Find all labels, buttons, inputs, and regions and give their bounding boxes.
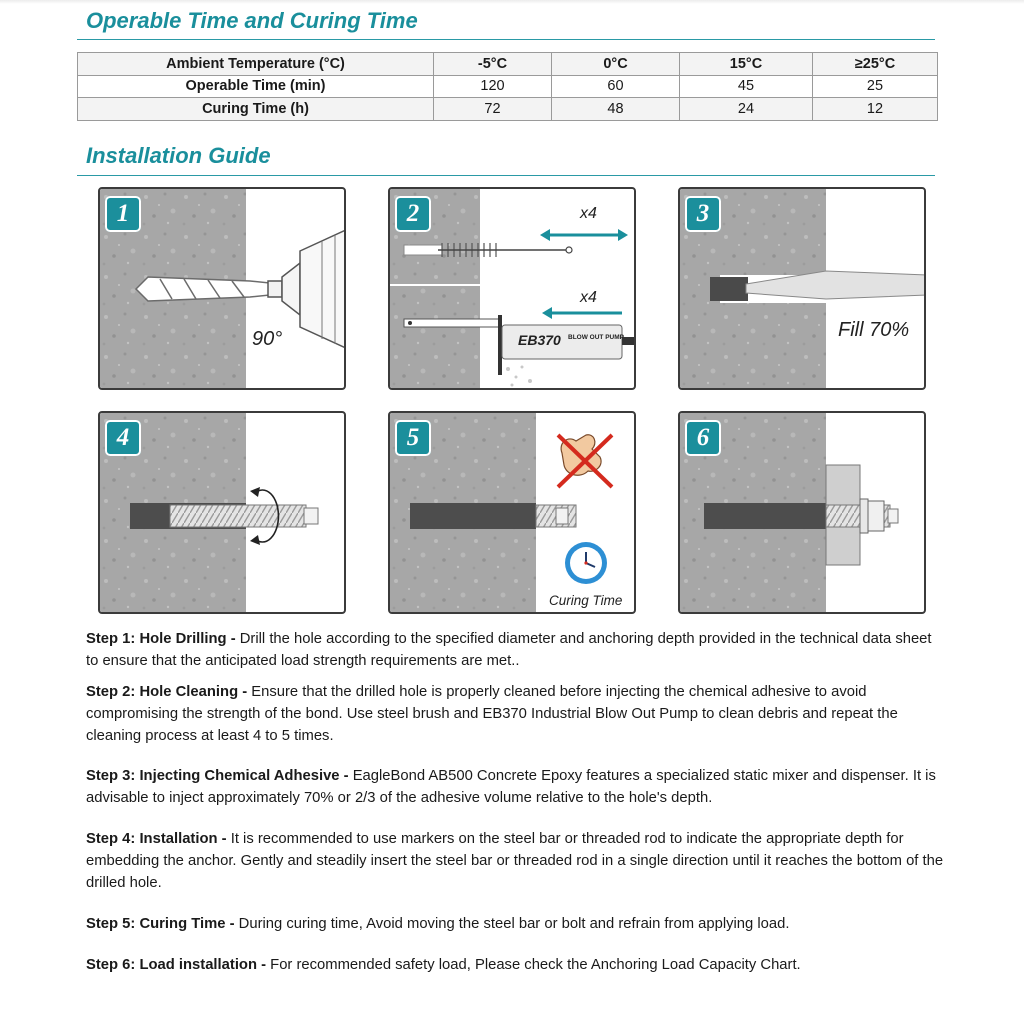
table-cell: 15°C bbox=[680, 53, 813, 76]
step-description bbox=[86, 765, 946, 809]
table-cell: -5°C bbox=[434, 53, 552, 76]
step-description bbox=[86, 681, 946, 747]
step-title: Step 4: Installation - bbox=[86, 831, 227, 847]
step-title: Step 6: Load installation - bbox=[86, 957, 267, 973]
step-title: Step 1: Hole Drilling - bbox=[86, 631, 236, 647]
table-cell: 12 bbox=[813, 98, 938, 121]
top-shadow-line bbox=[0, 0, 1024, 4]
step-panel-5 bbox=[388, 411, 636, 614]
step-number-badge: 5 bbox=[395, 420, 431, 456]
step-text: Drill the hole according to the specified diameter and anchoring depth provided in the technical data sheet to ensure that the anticipated load strength requirements are met.. bbox=[86, 631, 932, 669]
step-text: EagleBond AB500 Concrete Epoxy features a specialized static mixer and dispenser. It is advisable to inject approximately 70% or 2/3 of the adhesive volume relative to the hole's depth. bbox=[86, 768, 936, 806]
table-row bbox=[78, 53, 938, 76]
operable-section-title: Operable Time and Curing Time bbox=[86, 8, 418, 33]
row-label: Curing Time (h) bbox=[78, 98, 434, 121]
table-cell: 72 bbox=[434, 98, 552, 121]
step-title: Step 5: Curing Time - bbox=[86, 916, 235, 932]
step-number-badge: 1 bbox=[105, 196, 141, 232]
step-title: Step 3: Injecting Chemical Adhesive - bbox=[86, 768, 349, 784]
row-label: Ambient Temperature (°C) bbox=[78, 53, 434, 76]
clock-icon bbox=[565, 542, 607, 584]
repeat-count-bottom: x4 bbox=[580, 289, 597, 306]
table-row bbox=[78, 75, 938, 98]
step-description bbox=[86, 628, 946, 672]
table-cell: 60 bbox=[552, 75, 680, 98]
step-panel-6 bbox=[678, 411, 926, 614]
table-cell: 24 bbox=[680, 98, 813, 121]
table-row bbox=[78, 98, 938, 121]
step-description bbox=[86, 954, 946, 976]
curing-caption: Curing Time bbox=[549, 593, 623, 608]
step-description bbox=[86, 913, 946, 935]
pump-tag: BLOW OUT PUMP bbox=[568, 334, 624, 341]
installation-title-rule bbox=[77, 175, 935, 176]
table-cell: 0°C bbox=[552, 53, 680, 76]
step-text: Ensure that the drilled hole is properly cleaned before injecting the chemical adhesive to avoid compromising the strength of the bond. Use steel brush and EB370 Industrial Blow Out Pump to clean debris and repeat the cleaning process at least 4 to 5 times. bbox=[86, 684, 898, 744]
table-cell: 48 bbox=[552, 98, 680, 121]
step-text: During curing time, Avoid moving the steel bar or bolt and refrain from applying load. bbox=[234, 916, 790, 932]
no-touch-icon bbox=[558, 435, 612, 487]
operable-title-rule bbox=[77, 39, 935, 40]
repeat-count-top: x4 bbox=[580, 205, 597, 222]
pump-brand: EB370 bbox=[518, 332, 561, 348]
step-text: It is recommended to use markers on the steel bar or threaded rod to indicate the appropriate depth for embedding the anchor. Gently and steadily insert the steel bar or threaded rod in a single direction until it reaches the bottom of the drilled hole. bbox=[86, 831, 944, 891]
step-number-badge: 4 bbox=[105, 420, 141, 456]
step-description bbox=[86, 828, 946, 894]
step-text: For recommended safety load, Please check the Anchoring Load Capacity Chart. bbox=[266, 957, 801, 973]
step-number-badge: 2 bbox=[395, 196, 431, 232]
table-cell: 120 bbox=[434, 75, 552, 98]
step-panel-2 bbox=[388, 187, 636, 390]
row-label: Operable Time (min) bbox=[78, 75, 434, 98]
curing-time-table bbox=[77, 52, 938, 121]
table-cell: ≥25°C bbox=[813, 53, 938, 76]
step-title: Step 2: Hole Cleaning - bbox=[86, 684, 248, 700]
installation-section-title: Installation Guide bbox=[86, 143, 271, 168]
step-panel-3 bbox=[678, 187, 926, 390]
step-panel-4 bbox=[98, 411, 346, 614]
table-cell: 45 bbox=[680, 75, 813, 98]
fill-caption: Fill 70% bbox=[838, 319, 910, 341]
angle-caption: 90° bbox=[252, 328, 283, 350]
table-cell: 25 bbox=[813, 75, 938, 98]
step-number-badge: 3 bbox=[685, 196, 721, 232]
step-number-badge: 6 bbox=[685, 420, 721, 456]
step-panel-1 bbox=[98, 187, 346, 390]
